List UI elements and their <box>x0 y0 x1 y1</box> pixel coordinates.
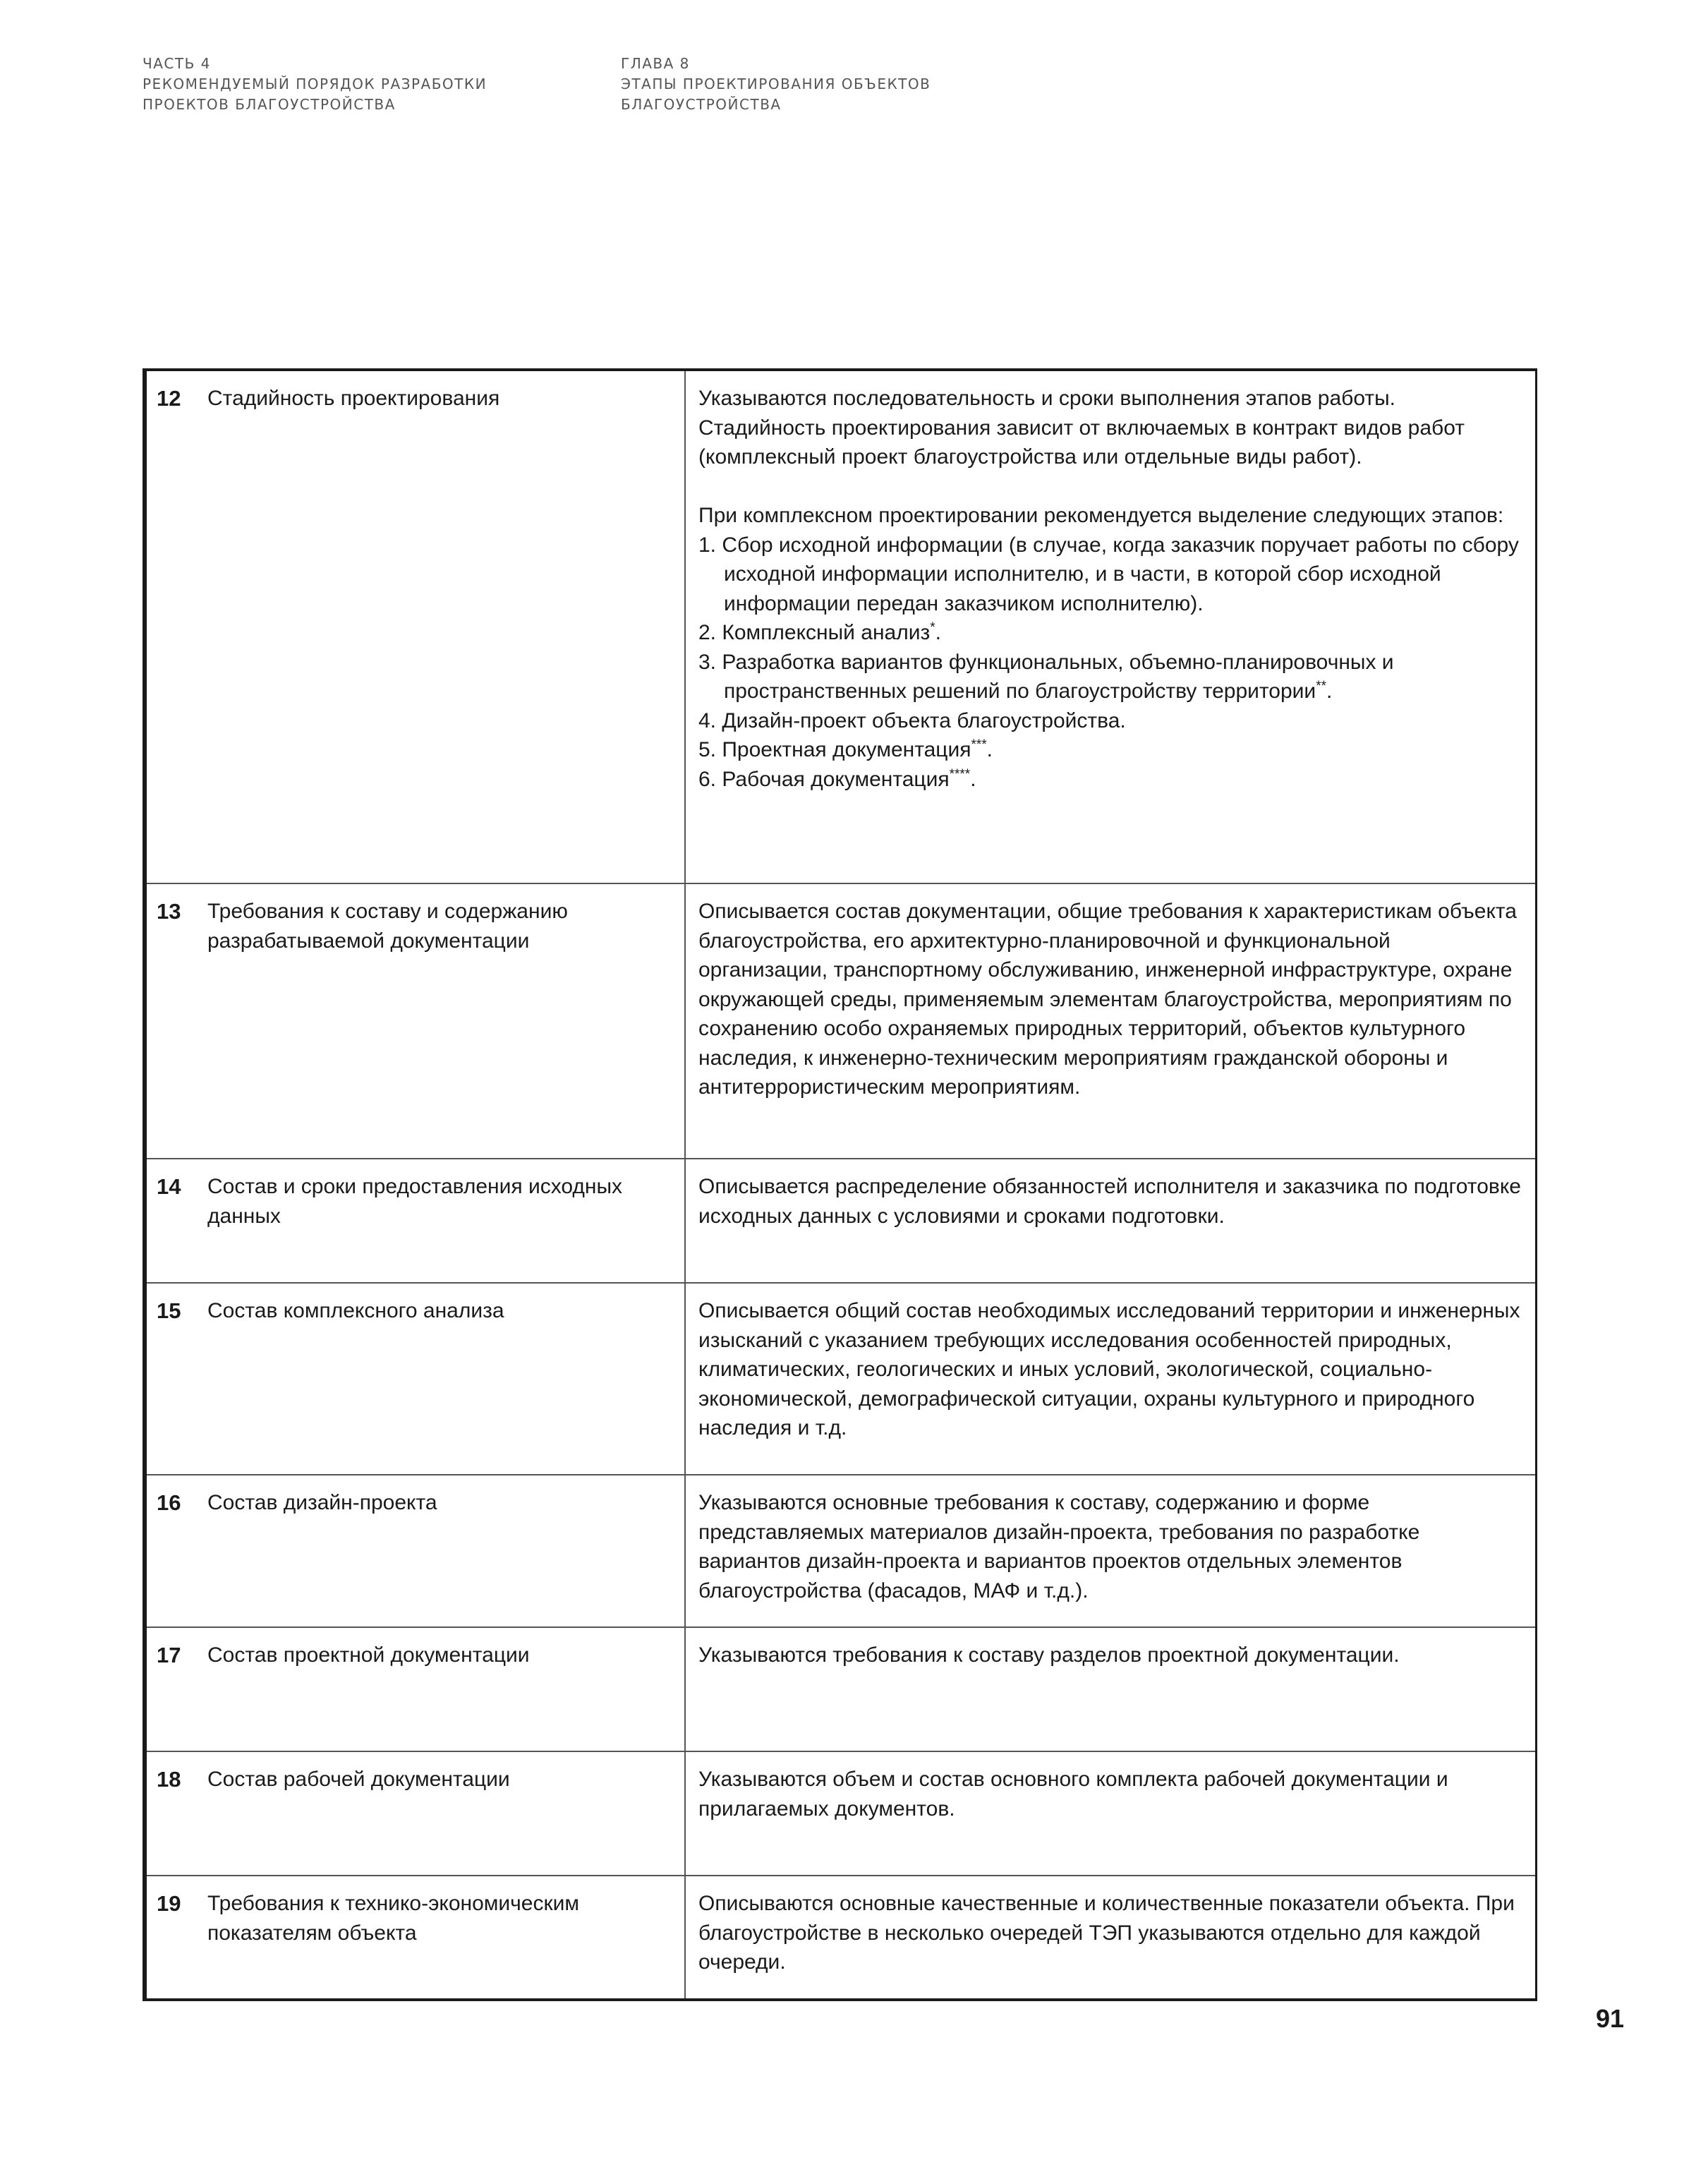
header-line: ГЛАВА 8 <box>621 55 690 72</box>
description-paragraph: Указываются объем и состав основного комплекта рабочей документации и прилагаемых документов. <box>698 1768 1448 1821</box>
table-row <box>145 883 1536 1159</box>
row-number: 17 <box>157 1643 181 1667</box>
running-header-part <box>143 54 487 115</box>
row-number: 16 <box>157 1490 181 1515</box>
requirement-name-cell <box>145 370 685 883</box>
requirement-description-cell <box>685 1475 1536 1627</box>
row-number: 19 <box>157 1891 181 1916</box>
requirement-name: Стадийность проектирования <box>207 387 500 410</box>
header-line: ПРОЕКТОВ БЛАГОУСТРОЙСТВА <box>143 96 396 113</box>
row-number: 14 <box>157 1174 181 1199</box>
requirement-name-cell <box>145 1627 685 1751</box>
list-item: 2. Комплексный анализ*. <box>698 620 941 644</box>
requirement-description-cell <box>685 883 1536 1159</box>
requirement-name: Состав комплексного анализа <box>207 1299 504 1322</box>
requirement-description-cell <box>685 1876 1536 2000</box>
description-paragraph: Описываются основные качественные и количественные показатели объекта. При благоустройстве в несколько очередей ТЭП указываются отдельно для каждой очереди. <box>698 1892 1515 1974</box>
requirement-name: Требования к составу и содержанию разрабатываемой документации <box>207 900 568 953</box>
row-number: 18 <box>157 1767 181 1792</box>
stages-list <box>698 531 1522 795</box>
list-item: 6. Рабочая документация****. <box>698 766 976 791</box>
list-item: 3. Разработка вариантов функциональных, объемно-планировочных и пространственных решений по благоустройству территории**. <box>698 650 1394 703</box>
requirement-name-cell <box>145 883 685 1159</box>
description-paragraph: Описывается распределение обязанностей исполнителя и заказчика по подготовке исходных данных с условиями и сроками подготовки. <box>698 1175 1521 1228</box>
table-row <box>145 1627 1536 1751</box>
list-item: 5. Проектная документация***. <box>698 737 993 761</box>
description-paragraph: Описывается состав документации, общие требования к характеристикам объекта благоустройства, его архитектурно-планировочной и функциональной организации, транспортному обслуживанию, инженерной инфраструктуре, охране окружающей среды, применяемым элементам благоустройства, мероприятиям по сохранению особо охраняемых природных территорий, объектов культурного наследия, к инженерно-техническим мероприятиям гражданской обороны и антитеррористическим мероприятиям. <box>698 900 1517 1099</box>
description-paragraph: При комплексном проектировании рекомендуется выделение следующих этапов: <box>698 504 1504 527</box>
table-row <box>145 1475 1536 1627</box>
header-line: РЕКОМЕНДУЕМЫЙ ПОРЯДОК РАЗРАБОТКИ <box>143 76 487 92</box>
requirement-description-cell <box>685 370 1536 883</box>
row-number: 13 <box>157 899 181 924</box>
requirement-description-cell <box>685 1159 1536 1283</box>
running-header-chapter <box>621 54 931 115</box>
list-item: 1. Сбор исходной информации (в случае, когда заказчик поручает работы по сбору исходной информации исполнителю, и в части, в которой сбор исходной информации передан заказчиком исполнителю). <box>698 533 1519 615</box>
description-paragraph: Указываются основные требования к составу, содержанию и форме представляемых материалов дизайн-проекта, требования по разработке вариантов дизайн-проекта и вариантов проектов отдельных элементов благоустройства (фасадов, МАФ и т.д.). <box>698 1491 1420 1602</box>
row-number: 12 <box>157 386 181 411</box>
requirement-name-cell <box>145 1751 685 1876</box>
footnote-mark: * <box>930 620 935 635</box>
requirement-description-cell <box>685 1751 1536 1876</box>
page-number: 91 <box>1596 2004 1625 2033</box>
requirement-description-cell <box>685 1283 1536 1475</box>
description-paragraph: Описывается общий состав необходимых исследований территории и инженерных изысканий с указанием требующих исследования особенностей природных, климатических, геологических и иных условий, экологической, социально-экономической, демографической ситуации, охраны культурного и природного наследия и т.д. <box>698 1299 1520 1439</box>
footnote-mark: **** <box>949 766 971 782</box>
table-row <box>145 1283 1536 1475</box>
table-row <box>145 370 1536 883</box>
requirement-name-cell <box>145 1283 685 1475</box>
requirement-description-cell <box>685 1627 1536 1751</box>
table-row <box>145 1876 1536 2000</box>
row-number: 15 <box>157 1298 181 1323</box>
requirement-name: Состав рабочей документации <box>207 1768 510 1791</box>
description-paragraph: Указываются требования к составу разделов проектной документации. <box>698 1643 1400 1667</box>
requirement-name-cell <box>145 1159 685 1283</box>
footnote-mark: *** <box>971 737 987 752</box>
list-item: 4. Дизайн-проект объекта благоустройства. <box>698 708 1126 732</box>
requirement-name: Состав проектной документации <box>207 1643 530 1667</box>
header-line: ЧАСТЬ 4 <box>143 55 211 72</box>
table-row <box>145 1159 1536 1283</box>
description-paragraph: Указываются последовательность и сроки выполнения этапов работы. Стадийность проектирования зависит от включаемых в контракт видов работ (комплексный проект благоустройства или отдельные виды работ). <box>698 387 1465 469</box>
requirement-name: Состав и сроки предоставления исходных данных <box>207 1175 623 1228</box>
requirement-name-cell <box>145 1876 685 2000</box>
requirement-name: Состав дизайн-проекта <box>207 1491 437 1514</box>
requirement-name: Требования к технико-экономическим показателям объекта <box>207 1892 579 1945</box>
requirement-name-cell <box>145 1475 685 1627</box>
footnote-mark: ** <box>1316 679 1326 694</box>
requirements-table <box>143 368 1537 2001</box>
table-row <box>145 1751 1536 1876</box>
header-line: ЭТАПЫ ПРОЕКТИРОВАНИЯ ОБЪЕКТОВ <box>621 76 931 92</box>
header-line: БЛАГОУСТРОЙСТВА <box>621 96 782 113</box>
